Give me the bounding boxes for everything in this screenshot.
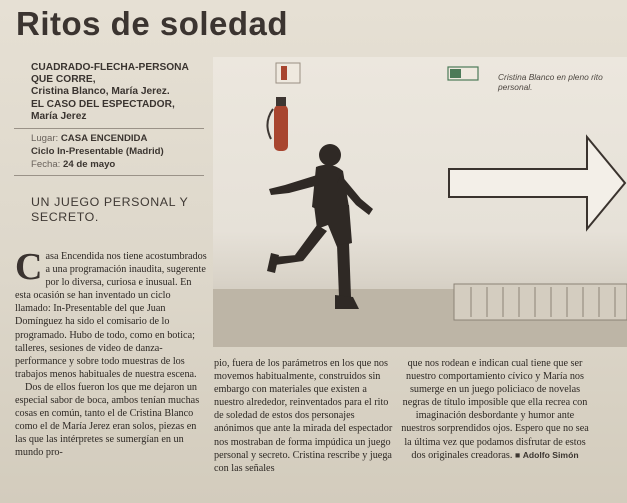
paragraph-text: asa Encendida nos tiene acostumbrados a una programación inaudita, sugerente por lo diversa, curiosa e inusual. En esta ocasión se han inventado un ciclo llamado: In-Presentable del que Juan Domínguez ha sido el comisario de lo programado. Hubo de todo, como en botica; talleres, sesiones de video de danza-performance y sobre todo muestras de los trabajos menos habituales de nuestra escena. [15, 251, 207, 380]
extinguisher-valve [276, 97, 286, 106]
running-performer [267, 144, 373, 309]
article-deck: UN JUEGO PERSONAL Y SECRETO. [31, 195, 189, 224]
photo-illustration [213, 57, 627, 347]
paragraph [15, 246, 208, 381]
paragraph [400, 357, 590, 462]
article-column-1 [15, 246, 208, 460]
exit-sign-icon [450, 69, 461, 78]
credit-line: QUE CORRE, [31, 74, 96, 86]
arrow-shape [449, 137, 625, 229]
venue-value: CASA ENCENDIDA [60, 133, 148, 144]
venue-label: Lugar: [31, 133, 59, 144]
credit-line: EL CASO DEL ESPECTADOR, [31, 98, 175, 110]
paragraph-text: que nos rodean e indican cual tiene que ser nuestro comportamiento cívico y María nos sumerge en un juego policiaco de novelas negras de título imposible que ella recrea con imaginación desbordante y humor ante nuestros sorprendidos ojos. Espero que no sea la última vez que podamos disfrutar de estos dos originales creadoras. [401, 358, 589, 461]
series-value: Ciclo In-Presentable (Madrid) [31, 146, 164, 157]
fire-extinguisher [274, 105, 288, 151]
divider [14, 128, 204, 129]
article-column-3 [400, 357, 590, 462]
credit-line: CUADRADO-FLECHA-PERSONA [31, 62, 189, 73]
credit-line: Cristina Blanco, María Jerez. [31, 86, 170, 98]
venue-line [31, 132, 206, 145]
extinguisher-hose [267, 109, 273, 139]
drop-cap: C [15, 246, 43, 288]
article-title: Ritos de soledad [16, 5, 289, 42]
divider [14, 175, 204, 176]
author-signature: Adolfo Simón [522, 449, 579, 460]
date-label: Fecha: [31, 159, 61, 170]
fire-sign [276, 63, 300, 83]
event-info [31, 132, 206, 171]
paragraph: pio, fuera de los parámetros en los que nos movemos habitualmente, construidos sin embargo con materiales que existen a nuestro alrededor, reinventados para el rito de soledad de estos dos personajes anónimos que ante la mirada del espectador nos mostraban de forma impúdica un juego personal y secreto. Cristina rescribe y juega con las señales [214, 358, 393, 474]
performance-photo [213, 57, 627, 347]
date-line [31, 158, 206, 171]
paragraph: Dos de ellos fueron los que me dejaron un especial sabor de boca, ambos tenían muchas cosas en común, tanto el de Cristina Blanco como el de María Jerez eran solos, piezas en las que las intérpretes se sumergían en un mundo pro- [15, 381, 200, 459]
fire-sign-mark [281, 66, 287, 80]
signature-mark: ■ [514, 449, 521, 460]
credit-line: María Jerez [31, 110, 87, 122]
date-value: 24 de mayo [63, 159, 116, 170]
article-column-2 [214, 357, 394, 475]
series-line [31, 145, 206, 158]
photo-caption: Cristina Blanco en pleno rito personal. [498, 72, 603, 93]
show-credits [31, 62, 191, 123]
wall-vent [454, 284, 627, 320]
